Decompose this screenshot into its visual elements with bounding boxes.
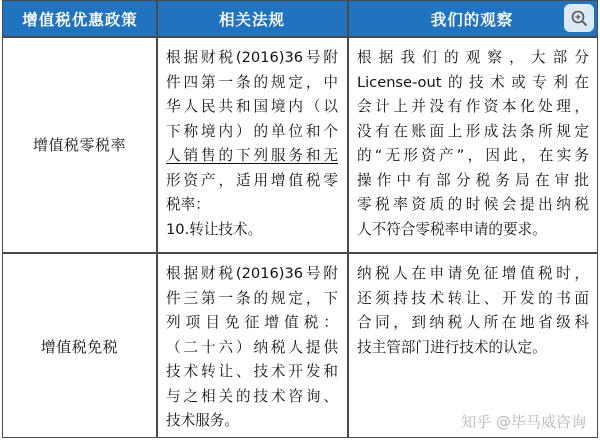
text-line: 纳税人在申请免征增值税时，: [357, 265, 589, 282]
text-line: License-out的技术或专利在: [357, 73, 589, 91]
row-regulation-zero-rate: [166, 46, 338, 242]
text-line: 列项目免征增值税：: [166, 314, 338, 331]
text-line: （二十六）纳税人提供: [166, 338, 338, 356]
text-line: 还须持技术转让、开发的书面: [357, 289, 589, 307]
text-line: 根据财税(2016)36号附: [166, 49, 338, 66]
zoom-icon: [570, 9, 588, 27]
text-line: 技术转让、技术开发和: [166, 363, 338, 380]
text-line: 华人民共和国境内（以: [166, 98, 338, 115]
row-category-zero-rate: 增值税零税率: [32, 136, 126, 154]
text-line: 操作中有部分税务局在审批: [357, 171, 589, 189]
column-divider: [347, 1, 349, 437]
header-policy: 增值税优惠政策: [22, 10, 138, 29]
text-line: 的“无形资产”，因此，在实务: [357, 147, 589, 164]
watermark: 知乎 @毕马威咨询: [461, 413, 586, 431]
text-line: 根据我们的观察，大部分: [357, 49, 589, 66]
text-line: 零税率资质的时候会提出纳税: [357, 196, 589, 213]
text-line: 根据财税(2016)36号附: [166, 265, 338, 282]
text-line: 人销售的下列服务和无: [166, 147, 338, 164]
text-line: 会计上并没有作资本化处理，: [357, 98, 589, 115]
text-line: 件四第一条的规定，中: [166, 73, 338, 91]
text-line: 没有在账面上形成法条所规定: [357, 122, 589, 140]
text-line: 形资产，适用增值税零: [166, 171, 338, 189]
header-observation: 我们的观察: [430, 10, 514, 29]
text-line: 与之相关的技术咨询、: [166, 387, 338, 405]
row-observation-zero-rate: [357, 46, 589, 242]
text-line: 下称境内）的单位和个: [166, 122, 338, 140]
text-line: 技主管部门进行技术的认定。: [357, 338, 547, 356]
row-category-exemption: 增值税免税: [40, 337, 119, 356]
row-regulation-exemption: [166, 262, 338, 434]
row-observation-exemption: [357, 262, 589, 360]
zoom-button[interactable]: [564, 4, 594, 32]
text-line: 10.转让技术。: [166, 220, 263, 238]
header-regulation: 相关法规: [218, 10, 285, 29]
policy-table: [2, 0, 598, 438]
column-divider: [156, 1, 158, 437]
text-line: 人不符合零税率申请的要求。: [357, 220, 547, 238]
text-line: 技术服务。: [166, 412, 239, 429]
text-line: 件三第一条的规定，下: [166, 289, 338, 307]
text-line: 合同，到纳税人所在地省级科: [357, 314, 589, 331]
table-header: [3, 1, 597, 36]
text-line: 税率：: [166, 196, 210, 213]
